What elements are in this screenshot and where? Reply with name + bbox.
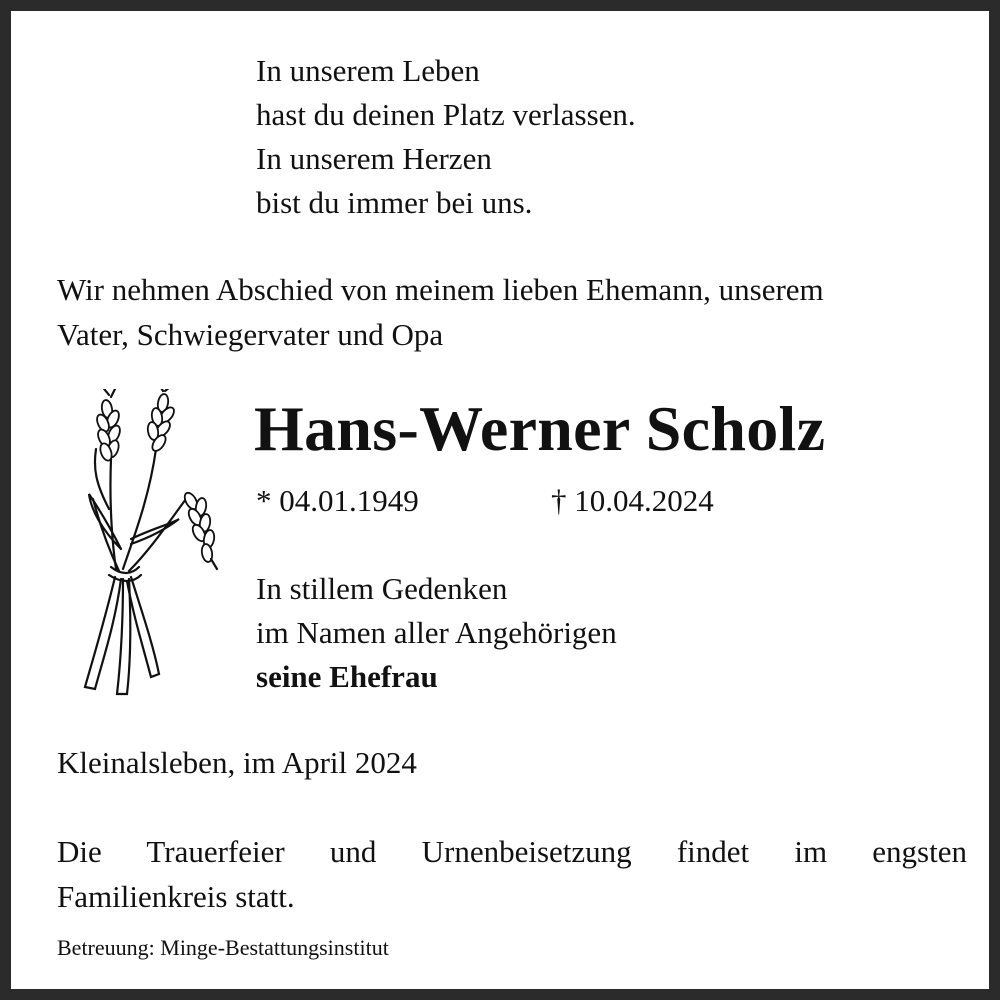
poem-line: hast du deinen Platz verlassen. — [256, 97, 636, 132]
wheat-bundle-icon — [71, 389, 231, 699]
deceased-name: Hans-Werner Scholz — [254, 393, 826, 464]
intro-line: Wir nehmen Abschied von meinem lieben Ehemann, unserem — [57, 272, 824, 307]
poem-line: In unserem Leben — [256, 53, 480, 88]
farewell-intro — [57, 267, 967, 357]
signoff-line: im Namen aller Angehörigen — [256, 615, 617, 650]
service-line: Familienkreis statt. — [57, 879, 295, 914]
poem-line: bist du immer bei uns. — [256, 185, 533, 220]
place-date: Kleinalsleben, im April 2024 — [57, 745, 417, 780]
death-date: † 10.04.2024 — [551, 483, 714, 518]
signer: seine Ehefrau — [256, 659, 438, 694]
service-notice — [57, 829, 967, 919]
funeral-home: Betreuung: Minge-Bestattungsinstitut — [57, 935, 389, 960]
intro-line: Vater, Schwiegervater und Opa — [57, 317, 444, 352]
poem — [256, 49, 636, 225]
signoff — [256, 567, 617, 699]
poem-line: In unserem Herzen — [256, 141, 492, 176]
birth-date: * 04.01.1949 — [256, 483, 419, 518]
service-line: Die Trauerfeier und Urnenbeisetzung findet im engsten — [57, 834, 967, 869]
signoff-line: In stillem Gedenken — [256, 571, 508, 606]
